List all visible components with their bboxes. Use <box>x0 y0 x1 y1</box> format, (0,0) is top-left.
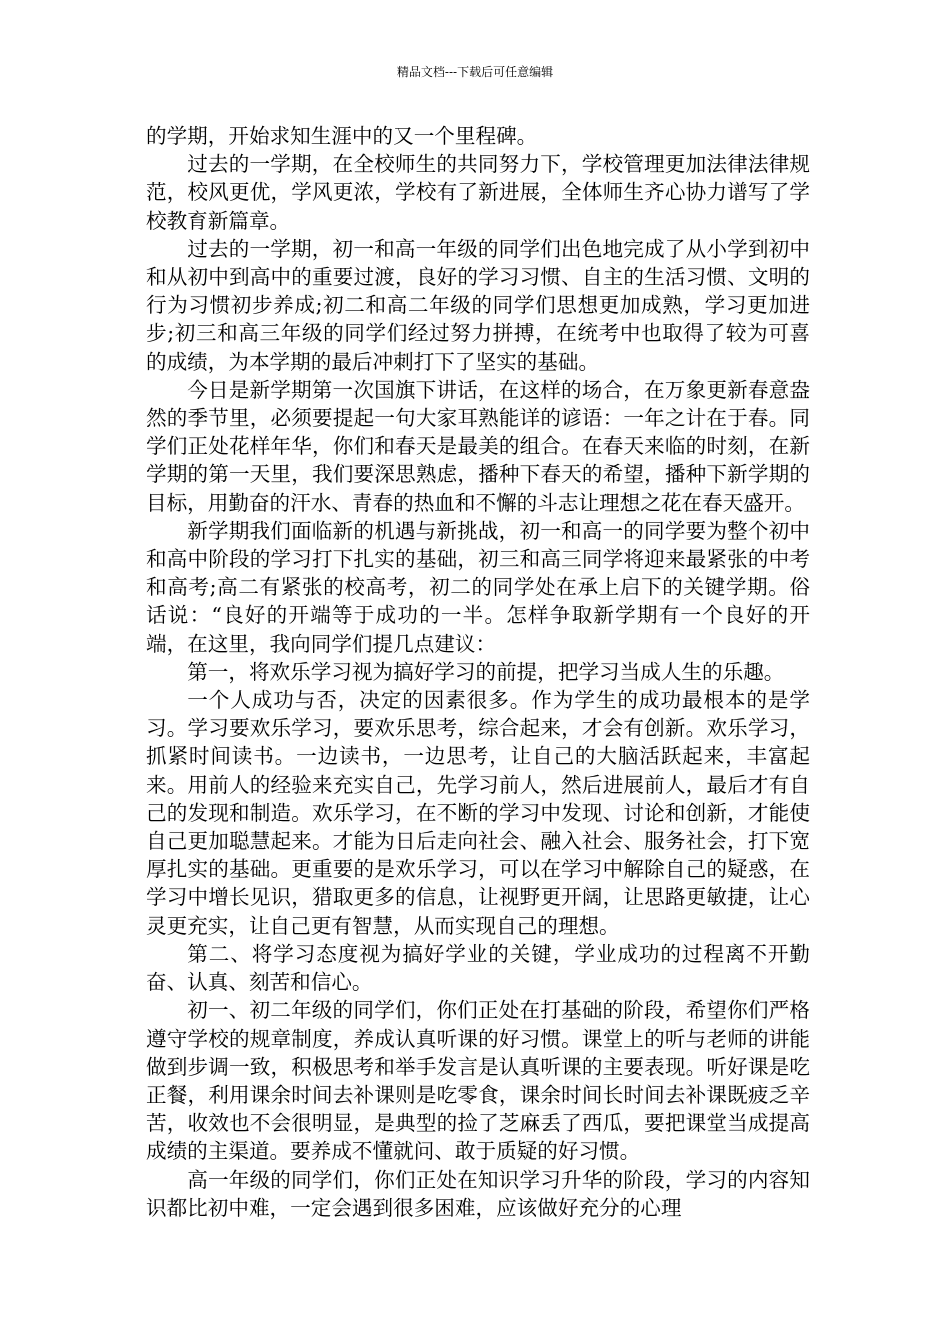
paragraph: 一个人成功与否，决定的因素很多。作为学生的成功最根本的是学习。学习要欢乐学习，要欢乐思考，综合起来，才会有创新。欢乐学习，抓紧时间读书。一边读书，一边思考，让自己的大脑活跃起来，丰富起来。用前人的经验来充实自己，先学习前人，然后进展前人，最后才有自己的发现和制造。欢乐学习，在不断的学习中发现、讨论和创新，才能使自己更加聪慧起来。才能为日后走向社会、融入社会、服务社会，打下宽厚扎实的基础。更重要的是欢乐学习，可以在学习中解除自己的疑惑，在学习中增长见识，猎取更多的信息，让视野更开阔，让思路更敏捷，让心灵更充实，让自己更有智慧，从而实现自己的理想。 <box>146 688 810 938</box>
page-header-watermark: 精品文档---下载后可任意编辑 <box>396 65 554 79</box>
paragraph-continuation: 的学期，开始求知生涯中的又一个里程碑。 <box>146 124 538 148</box>
paragraph: 新学期我们面临新的机遇与新挑战，初一和高一的同学要为整个初中和高中阶段的学习打下扎实的基础，初三和高三同学将迎来最紧张的中考和高考;高二有紧张的校高考，初二的同学处在承上启下的关键学期。俗话说：“良好的开端等于成功的一半。怎样争取新学期有一个良好的开端，在这里，我向同学们提几点建议： <box>146 518 810 656</box>
paragraph: 初一、初二年级的同学们，你们正处在打基础的阶段，希望你们严格遵守学校的规章制度，养成认真听课的好习惯。课堂上的听与老师的讲能做到步调一致，积极思考和举手发言是认真听课的主要表现。听好课是吃正餐，利用课余时间去补课则是吃零食，课余时间长时间去补课既疲乏辛苦，收效也不会很明显，是典型的捡了芝麻丢了西瓜，要把课堂当成提高成绩的主渠道。要养成不懂就问、敢于质疑的好习惯。 <box>146 998 810 1164</box>
paragraph-point-two: 第二、将学习态度视为搞好学业的关键，学业成功的过程离不开勤奋、认真、刻苦和信心。 <box>146 941 810 995</box>
document-body <box>146 122 810 1222</box>
paragraph-point-one: 第一，将欢乐学习视为搞好学习的前提，把学习当成人生的乐趣。 <box>187 659 785 684</box>
paragraph: 高一年级的同学们，你们正处在知识学习升华的阶段，学习的内容知识都比初中难，一定会遇到很多困难，应该做好充分的心理 <box>146 1167 810 1220</box>
paragraph: 过去的一学期，在全校师生的共同努力下，学校管理更加法律法律规范，校风更优，学风更浓，学校有了新进展，全体师生齐心协力谱写了学校教育新篇章。 <box>146 152 810 233</box>
paragraph: 今日是新学期第一次国旗下讲话，在这样的场合，在万象更新春意盎然的季节里，必须要提起一句大家耳熟能详的谚语：一年之计在于春。同学们正处花样年华，你们和春天是最美的组合。在春天来临的时刻，在新学期的第一天里，我们要深思熟虑，播种下春天的希望，播种下新学期的目标，用勤奋的汗水、青春的热血和不懈的斗志让理想之花在春天盛开。 <box>146 377 810 515</box>
paragraph: 过去的一学期，初一和高一年级的同学们出色地完成了从小学到初中和从初中到高中的重要过渡，良好的学习习惯、自主的生活习惯、文明的行为习惯初步养成;初二和高二年级的同学们思想更加成熟，学习更加进步;初三和高三年级的同学们经过努力拼搏，在统考中也取得了较为可喜的成绩，为本学期的最后冲刺打下了坚实的基础。 <box>146 236 810 374</box>
